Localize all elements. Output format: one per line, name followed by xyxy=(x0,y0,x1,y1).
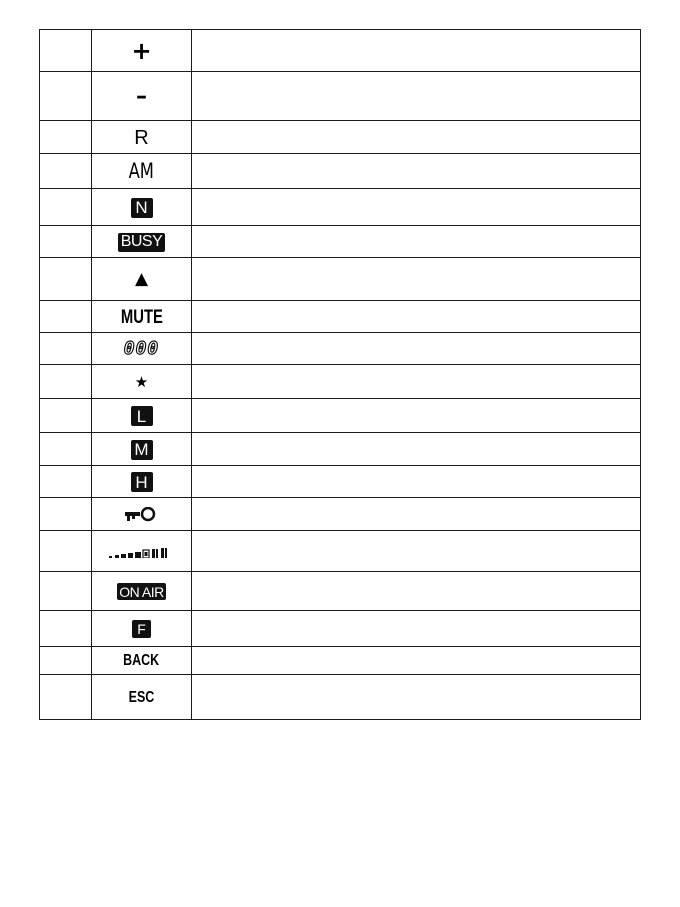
symbol-table xyxy=(39,29,641,720)
am-icon: AM xyxy=(128,159,155,183)
busy-icon: BUSY xyxy=(118,233,166,252)
table-row xyxy=(40,120,640,154)
table-row xyxy=(40,571,640,611)
table-row xyxy=(40,71,640,121)
table-row xyxy=(40,332,640,365)
signal-strength-icon xyxy=(109,546,175,558)
table-row xyxy=(40,300,640,333)
table-row xyxy=(40,497,640,531)
table-row xyxy=(40,188,640,226)
mute-icon: MUTE xyxy=(120,306,163,328)
table-row xyxy=(40,364,640,399)
h-box-icon: H xyxy=(131,472,153,492)
table-row xyxy=(40,225,640,258)
triangle-up-icon: ▲ xyxy=(134,269,149,289)
table-row xyxy=(40,610,640,647)
on-air-icon: ON AIR xyxy=(119,583,164,600)
esc-icon: ESC xyxy=(128,688,155,706)
table-row xyxy=(40,530,640,572)
plus-icon: + xyxy=(131,36,152,65)
f-box-icon: F xyxy=(132,620,151,638)
key-icon xyxy=(125,507,159,523)
table-row xyxy=(40,257,640,301)
m-box-icon: M xyxy=(131,440,153,460)
r-icon: R xyxy=(134,126,149,149)
table-row xyxy=(40,432,640,466)
segment-digits-icon: 000 xyxy=(123,338,160,359)
star-icon: ★ xyxy=(134,372,149,391)
n-box-icon: N xyxy=(131,198,153,218)
table-row xyxy=(40,30,640,71)
table-row xyxy=(40,398,640,433)
minus-icon: – xyxy=(136,83,147,109)
table-row xyxy=(40,153,640,189)
table-row xyxy=(40,465,640,498)
table-row xyxy=(40,674,640,720)
back-icon: BACK xyxy=(123,652,160,669)
table-row xyxy=(40,646,640,675)
l-box-icon: L xyxy=(131,406,153,426)
